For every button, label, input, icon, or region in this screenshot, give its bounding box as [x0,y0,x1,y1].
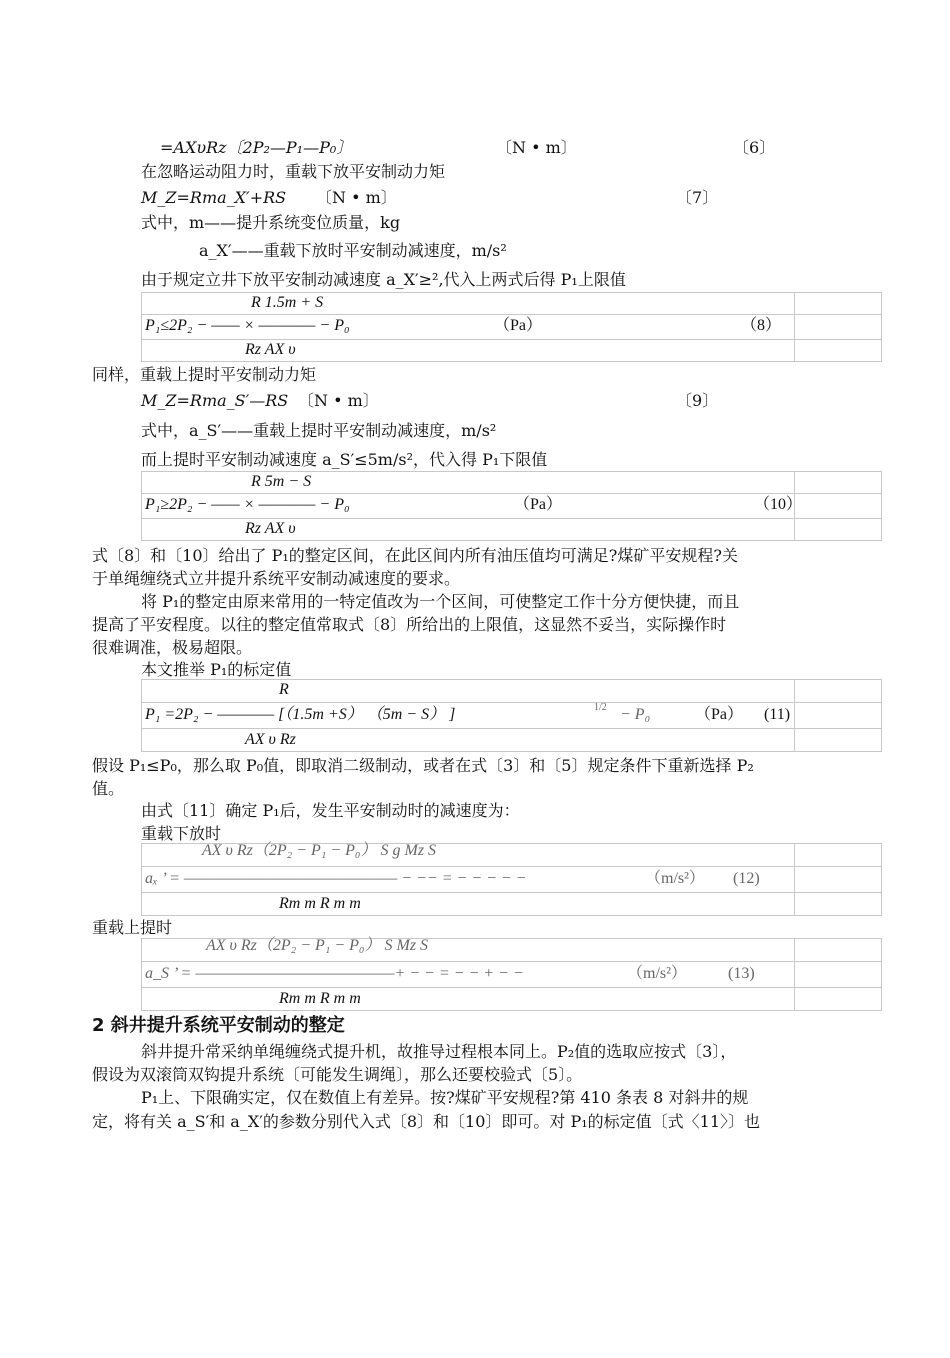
eq7-unit: 〔N • m〕 [316,188,397,207]
paragraph-line: 式〔8〕和〔10〕给出了 P₁的整定区间，在此区间内所有油压值均可满足?煤矿平安规程?关 [92,546,738,565]
paragraph-line: 定，将有关 a_S′和 a_X′的参数分别代入式〔8〕和〔10〕即可。对 P₁的标定值〔式〈11〉〕也 [92,1112,761,1131]
eq8-denominator: Rz AX υ [245,341,296,358]
paragraph-line: 值。 [92,779,125,798]
paragraph-line: 假设 P₁≤P₀，那么取 P₀值，即取消二级制动，或者在式〔3〕和〔5〕规定条件下重新选择 P₂ [92,756,754,775]
eq13-unit: （m/s²） [627,965,687,982]
eq12-main: aₓ ’ = ——————————————— − −− = − − − − − [145,870,527,887]
eq13-numerator: AX υ Rz（2P₂ − P₁ − P₀） S Mz S [206,937,429,954]
eq8-number: （8） [741,317,782,334]
eq10-number: （10） [754,496,803,513]
eq9-unit: 〔N • m〕 [298,391,379,410]
text-line: 重载上提时 [92,918,173,937]
eq10-unit: （Pa） [514,496,563,513]
eq8-main: P₁≤2P₂ − —— × ———— − P₀ [145,317,350,334]
eq7-expr: M_Z=Rma_X′+RS [141,188,287,207]
text-line: a_X′——重载下放时平安制动减速度，m/s² [199,241,507,260]
text-line: 本文推举 P₁的标定值 [141,660,292,679]
eq11-tail: − P₀ [620,706,651,723]
eq12-numerator: AX υ Rz（2P₂ − P₁ − P₀） S g Mz S [202,842,437,859]
text-line: 式中，a_S′——重载上提时平安制动减速度，m/s² [141,421,497,440]
text-line: 同样，重载上提时平安制动力矩 [92,365,317,384]
paragraph-line: 将 P₁的整定由原来常用的一特定值改为一个区间，可使整定工作十分方便快捷，而且 [141,592,740,611]
eq10-numerator: R 5m − S [251,473,312,490]
text-line: 在忽略运动阻力时，重载下放平安制动力矩 [141,162,446,181]
section-heading: 2 斜井提升系统平安制动的整定 [92,1015,345,1036]
eq12-number: (12) [733,870,760,887]
eq13-denominator: Rm m R m m [279,990,361,1007]
eq11-main: P₁ =2P₂ − ———— [（1.5m +S） （5m − S） ] [145,706,456,723]
equation-8-box [141,292,882,362]
paragraph-line: 提高了平安程度。以往的整定值常取式〔8〕所给出的上限值，这显然不妥当，实际操作时 [92,615,727,634]
paragraph-line: 假设为双滚筒双钩提升系统〔可能发生调绳〕，那么还要校验式〔5〕。 [92,1065,583,1084]
equation-11-box [141,679,882,752]
eq6-unit: 〔N • m〕 [496,138,577,157]
eq9-expr: M_Z=Rma_S′—RS [141,391,289,410]
eq12-unit: （m/s²） [645,870,705,887]
eq13-number: (13) [728,965,755,982]
eq11-numerator: R [279,681,289,698]
text-line: 而上提时平安制动减速度 a_S′≤5m/s²，代入得 P₁下限值 [141,450,548,469]
text-line: 由于规定立井下放平安制动减速度 a_X′≥²,代入上两式后得 P₁上限值 [141,270,626,289]
eq10-denominator: Rz AX υ [245,520,296,537]
eq7-number: 〔7〕 [676,188,719,207]
paragraph-line: 于单绳缠绕式立井提升系统平安制动减速度的要求。 [92,569,461,588]
eq11-unit: （Pa） [695,706,744,723]
equation-13-box [141,938,882,1011]
eq11-denominator: AX υ Rz [245,731,296,748]
eq6-line [160,138,352,158]
equation-10-box [141,471,882,541]
paragraph-line: 很难调准，极易超限。 [92,638,253,657]
eq8-unit: （Pa） [494,317,543,334]
eq12-denominator: Rm m R m m [279,895,361,912]
eq9-number: 〔9〕 [676,391,719,410]
text-line: 重载下放时 [141,824,222,843]
eq11-exponent: 1/2 [594,702,607,713]
eq8-numerator: R 1.5m + S [251,294,324,311]
text-line: 由式〔11〕确定 P₁后，发生平安制动时的减速度为： [141,801,520,820]
eq6-number: 〔6〕 [733,138,776,157]
eq6-expr: =AXυRz〔2P₂—P₁—P₀〕 [160,138,353,157]
paragraph-line: P₁上、下限确实定，仅在数值上有差异。按?煤矿平安规程?第 410 条表 8 对斜井的规 [141,1088,749,1107]
text-line: 式中，m——提升系统变位质量，kg [141,213,401,232]
equation-12-box [141,843,882,916]
eq13-main: a_S ’ = ——————————————+ − − = − − + − − [145,965,524,982]
eq11-number: (11) [764,706,791,723]
eq10-main: P₁≥2P₂ − —— × ———— − P₀ [145,496,350,513]
paragraph-line: 斜井提升常采纳单绳缠绕式提升机，故推导过程根本同上。P₂值的选取应按式〔3〕， [141,1042,737,1061]
